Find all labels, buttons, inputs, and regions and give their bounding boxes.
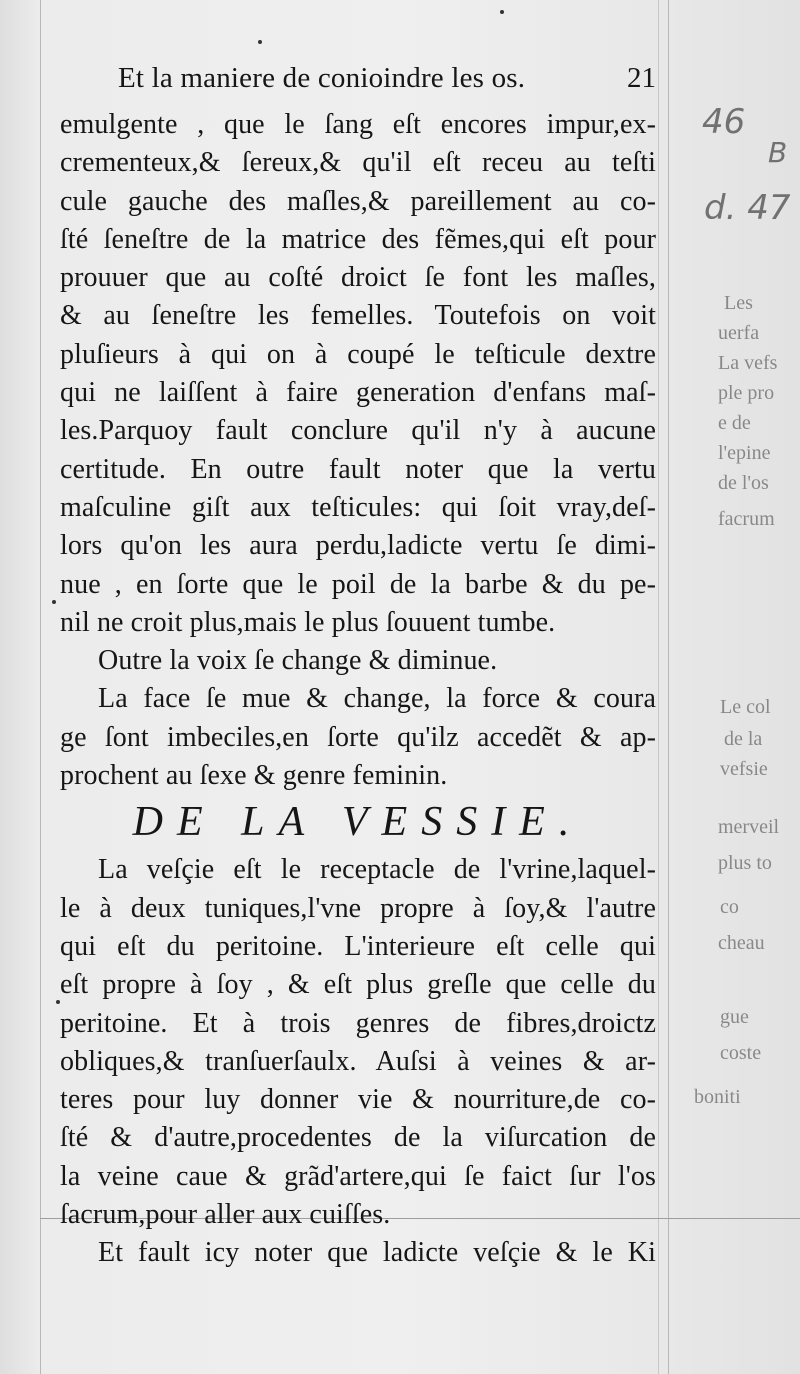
bleed-through-note: gue — [720, 1006, 749, 1028]
text-line: ſté & d'autre,procedentes de la viſurcation de — [60, 1122, 656, 1154]
page-header — [118, 62, 658, 102]
page-number: 21 — [627, 62, 656, 94]
ink-speck — [52, 600, 56, 604]
handwritten-note: 46 — [702, 102, 746, 142]
text-line: qui ne laiſſent à faire generation d'enfans maſ- — [60, 377, 656, 409]
page-edge-line — [40, 0, 41, 1374]
text-line: prochent au ſexe & genre feminin. — [60, 760, 448, 792]
bleed-through-note: boniti — [694, 1086, 741, 1108]
text-line: les.Parquoy fault conclure qu'il n'y à aucune — [60, 415, 656, 447]
paragraph-3 — [60, 680, 656, 795]
column-rule — [668, 0, 669, 1374]
text-line: ge ſont imbeciles,en ſorte qu'ilz accedẽt & ap- — [60, 721, 656, 753]
bleed-through-note: cheau — [718, 932, 765, 954]
text-line: pluſieurs à qui on à coupé le teſticule dextre — [60, 338, 656, 370]
text-line: obliques,& tranſuerſaulx. Auſsi à veines & ar- — [60, 1045, 656, 1077]
margin-notes — [684, 96, 800, 1196]
bleed-through-note: ple pro — [718, 382, 775, 404]
text-line: emulgente , que le ſang eſt encores impur,ex- — [60, 109, 656, 140]
handwritten-note: d. 47 — [704, 188, 791, 228]
text-line: lors qu'on les aura perdu,ladicte vertu ſe dimi- — [60, 530, 656, 562]
bleed-through-note: de la — [724, 728, 763, 750]
bleed-through-note: co — [720, 896, 739, 918]
bleed-through-note: uerfa — [718, 322, 760, 344]
text-line: nue , en ſorte que le poil de la barbe & du pe- — [60, 568, 656, 600]
paragraph-2: Outre la voix ſe change & diminue. — [98, 645, 498, 677]
paragraph-4 — [60, 851, 656, 1234]
section-heading: DE LA VESSIE. — [132, 799, 584, 846]
bleed-through-note: de l'os — [718, 472, 769, 494]
paragraph-5: Et fault icy noter que ladicte veſçie & le Ki — [98, 1237, 656, 1269]
text-line: crementeux,& ſereux,& qu'il eſt receu au teſti — [60, 147, 656, 179]
text-line: maſculine giſt aux teſticules: qui ſoit vray,deſ- — [60, 491, 656, 523]
text-line: le à deux tuniques,l'vne propre à ſoy,& l'autre — [60, 892, 656, 924]
bleed-through-note: e de — [718, 412, 751, 434]
text-line: cule gauche des maſles,& pareillement au co- — [60, 185, 656, 217]
text-line: prouuer que au coſté droict ſe font les maſles, — [60, 262, 656, 294]
text-line: eſt propre à ſoy , & eſt plus greſle que celle du — [60, 969, 656, 1001]
paragraph-1 — [60, 106, 656, 642]
text-line: & au ſeneſtre les femelles. Toutefois on voit — [60, 300, 656, 332]
bleed-through-note: Le col — [720, 696, 771, 718]
ink-speck — [258, 40, 262, 44]
text-line: La veſçie eſt le receptacle de l'vrine,laquel- — [98, 854, 656, 886]
bleed-through-note: l'epine — [718, 442, 771, 464]
bleed-through-note: plus to — [718, 852, 772, 874]
text-line: peritoine. Et à trois genres de fibres,droictz — [60, 1007, 656, 1039]
bleed-through-note: La vefs — [718, 352, 778, 374]
main-text — [60, 106, 656, 1273]
ink-speck — [500, 10, 504, 14]
text-line: qui eſt du peritoine. L'interieure eſt celle qui — [60, 930, 656, 962]
ink-speck — [56, 1000, 60, 1004]
text-line: ſacrum,pour aller aux cuiſſes. — [60, 1199, 391, 1231]
text-line: certitude. En outre fault noter que la vertu — [60, 453, 656, 485]
bleed-through-note: vefsie — [720, 758, 768, 780]
text-line: la veine caue & grãd'artere,qui ſe faict ſur l'os — [60, 1160, 656, 1192]
bleed-through-note: merveil — [718, 816, 780, 838]
column-rule-inner — [658, 0, 659, 1374]
text-line: La face ſe mue & change, la force & coura — [98, 683, 656, 715]
text-line: ſté ſeneſtre de la matrice des fẽmes,qui eſt pour — [60, 223, 656, 255]
bleed-through-note: facrum — [718, 508, 775, 530]
text-line: teres pour luy donner vie & nourriture,de co- — [60, 1084, 656, 1116]
bleed-through-note: coste — [720, 1042, 762, 1064]
text-line: nil ne croit plus,mais le plus ſouuent tumbe. — [60, 606, 556, 638]
handwritten-note: B — [768, 136, 788, 169]
running-title: Et la maniere de conioindre les os. — [118, 62, 526, 94]
bleed-through-note: Les — [724, 292, 753, 314]
